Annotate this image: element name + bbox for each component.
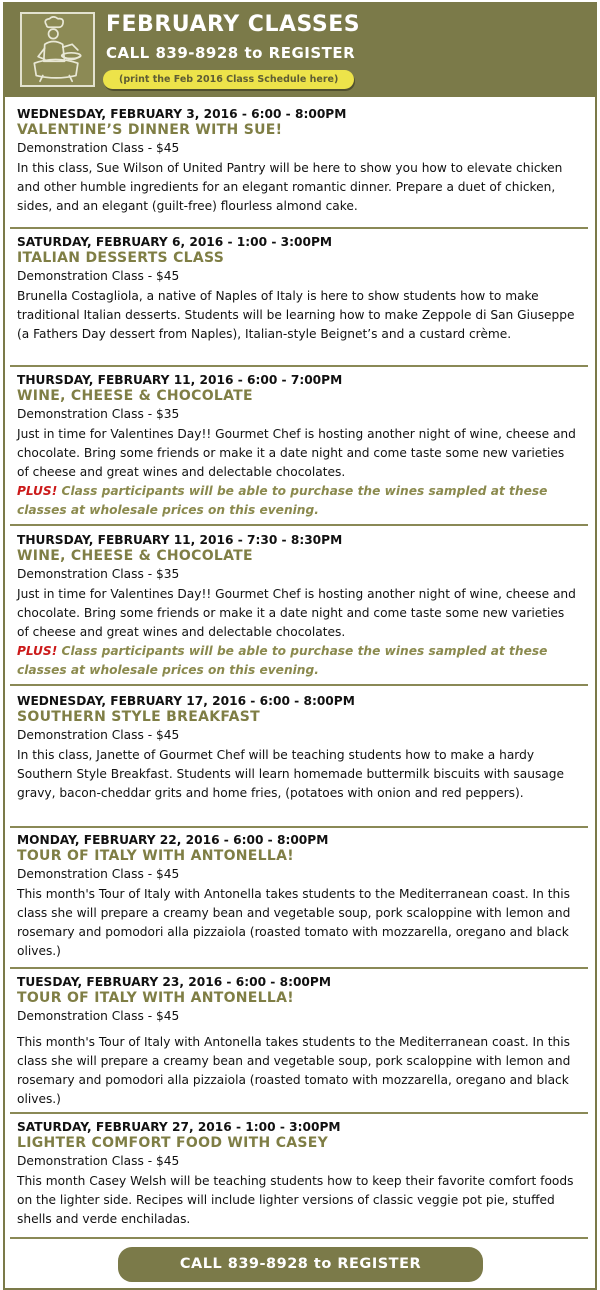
class-entry: [17, 533, 577, 680]
class-title: SOUTHERN STYLE BREAKFAST: [17, 709, 261, 725]
class-type: Demonstration Class - $45: [17, 141, 180, 155]
class-type: Demonstration Class - $45: [17, 728, 180, 742]
class-type: Demonstration Class - $45: [17, 1154, 180, 1168]
class-description: Brunella Costagliola, a native of Naples of Italy is here to show students how to make traditional Italian desserts. Students will be learning how to make Zeppole di San Giuseppe (a Fathers Day dessert from Naples), Italian-style Beignet’s and a custard crème.: [17, 289, 575, 341]
class-type: Demonstration Class - $35: [17, 567, 180, 581]
divider: [10, 524, 588, 526]
class-date: WEDNESDAY, FEBRUARY 17, 2016 - 6:00 - 8:00PM: [17, 694, 355, 708]
class-title: LIGHTER COMFORT FOOD WITH CASEY: [17, 1135, 329, 1151]
divider: [10, 1237, 588, 1239]
divider: [10, 227, 588, 229]
class-date: WEDNESDAY, FEBRUARY 3, 2016 - 6:00 - 8:00PM: [17, 107, 347, 121]
class-date: TUESDAY, FEBRUARY 23, 2016 - 6:00 - 8:00PM: [17, 975, 331, 989]
plus-note: [17, 482, 577, 520]
class-type: Demonstration Class - $45: [17, 1009, 180, 1023]
class-description: This month Casey Welsh will be teaching students how to keep their favorite comfort foods on the lighter side. Recipes will include lighter versions of classic veggie pot pie, stuffed shells and verde enchiladas.: [17, 1174, 574, 1226]
class-title: ITALIAN DESSERTS CLASS: [17, 250, 225, 266]
plus-label: PLUS!: [17, 644, 58, 658]
class-entry: [17, 694, 577, 803]
register-call-button[interactable]: CALL 839-8928 to REGISTER: [118, 1247, 483, 1282]
page-title: FEBRUARY CLASSES: [106, 12, 361, 37]
class-description: This month's Tour of Italy with Antonella takes students to the Mediterranean coast. In this class she will prepare a creamy bean and vegetable soup, pork scaloppine with lemon and rosemary and pomodori alla pizzaiola (roasted tomato with mozzarella, oregano and black olives.): [17, 1035, 571, 1106]
plus-label: PLUS!: [17, 484, 58, 498]
class-title: WINE, CHEESE & CHOCOLATE: [17, 388, 253, 404]
class-date: MONDAY, FEBRUARY 22, 2016 - 6:00 - 8:00PM: [17, 833, 329, 847]
class-description: In this class, Janette of Gourmet Chef will be teaching students how to make a hardy Southern Style Breakfast. Students will learn homemade buttermilk biscuits with sausage gravy, bacon-cheddar grits and home fries, (potatoes with onion and red peppers).: [17, 748, 565, 800]
chef-cooking-icon: [20, 12, 95, 87]
print-schedule-link[interactable]: (print the Feb 2016 Class Schedule here): [103, 70, 354, 89]
class-title: WINE, CHEESE & CHOCOLATE: [17, 548, 253, 564]
class-entry: [17, 373, 577, 520]
divider: [10, 365, 588, 367]
class-title: TOUR OF ITALY WITH ANTONELLA!: [17, 990, 294, 1006]
divider: [10, 684, 588, 686]
divider: [10, 826, 588, 828]
class-description: Just in time for Valentines Day!! Gourmet Chef is hosting another night of wine, cheese and chocolate. Bring some friends or make it a date night and come taste some new varieties of cheese and great wines and delectable chocolates.: [17, 587, 576, 639]
class-date: THURSDAY, FEBRUARY 11, 2016 - 6:00 - 7:00PM: [17, 373, 343, 387]
class-date: THURSDAY, FEBRUARY 11, 2016 - 7:30 - 8:30PM: [17, 533, 343, 547]
divider: [10, 1112, 588, 1114]
plus-note: [17, 642, 577, 680]
class-type: Demonstration Class - $35: [17, 407, 180, 421]
class-type: Demonstration Class - $45: [17, 867, 180, 881]
plus-text: Class participants will be able to purchase the wines sampled at these classes at wholesale prices on this evening.: [17, 484, 548, 517]
class-title: VALENTINE’S DINNER WITH SUE!: [17, 122, 283, 138]
class-entry: [17, 235, 577, 344]
class-title: TOUR OF ITALY WITH ANTONELLA!: [17, 848, 294, 864]
class-entry: [17, 107, 577, 216]
class-description: This month's Tour of Italy with Antonella takes students to the Mediterranean coast. In this class she will prepare a creamy bean and vegetable soup, pork scaloppine with lemon and rosemary and pomodori alla pizzaiola (roasted tomato with mozzarella, oregano and black olives.): [17, 887, 571, 958]
register-phone: CALL 839-8928 to REGISTER: [106, 44, 356, 62]
class-schedule-panel: [3, 2, 597, 1290]
class-entry: [17, 833, 577, 961]
class-date: SATURDAY, FEBRUARY 6, 2016 - 1:00 - 3:00PM: [17, 235, 333, 249]
header-banner: [5, 4, 595, 97]
class-date: SATURDAY, FEBRUARY 27, 2016 - 1:00 - 3:00PM: [17, 1120, 341, 1134]
divider: [10, 967, 588, 969]
class-type: Demonstration Class - $45: [17, 269, 180, 283]
plus-text: Class participants will be able to purchase the wines sampled at these classes at wholesale prices on this evening.: [17, 644, 548, 677]
class-description: In this class, Sue Wilson of United Pantry will be here to show you how to elevate chicken and other humble ingredients for an elegant romantic dinner. Prepare a duet of chicken, sides, and an elegant (guilt-free) flourless almond cake.: [17, 161, 563, 213]
class-description: Just in time for Valentines Day!! Gourmet Chef is hosting another night of wine, cheese and chocolate. Bring some friends or make it a date night and come taste some new varieties of cheese and great wines and delectable chocolates.: [17, 427, 576, 479]
class-entry: [17, 1120, 577, 1229]
class-entry: [17, 975, 577, 1109]
